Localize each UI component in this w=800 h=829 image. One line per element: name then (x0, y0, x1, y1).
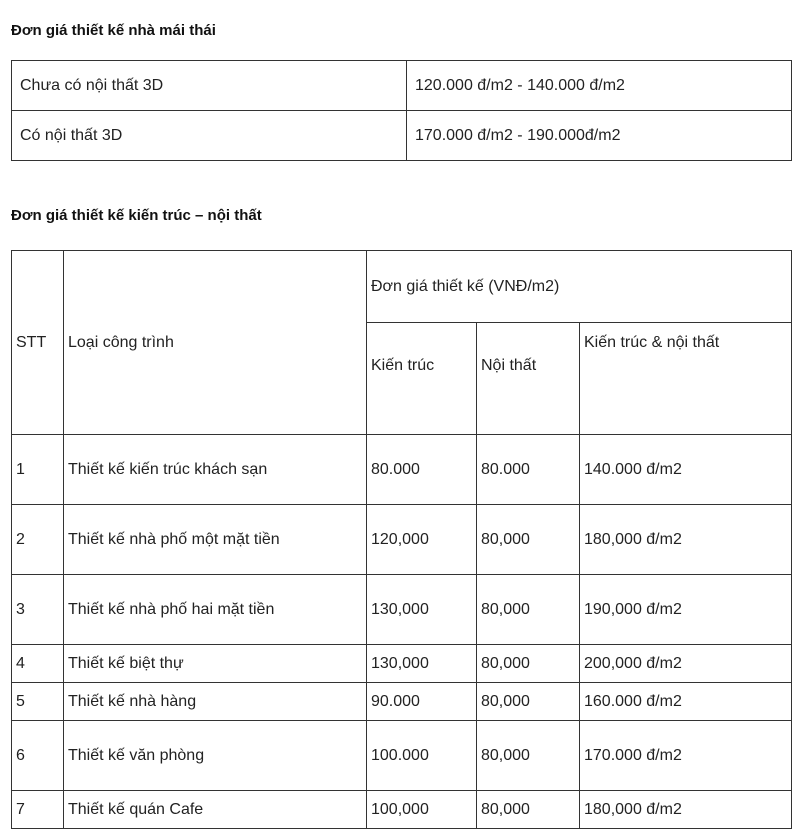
design-price-table (11, 250, 792, 829)
section-title-hip-roof-pricing: Đơn giá thiết kế nhà mái thái (11, 22, 216, 39)
hip-roof-price-table (11, 60, 792, 161)
table-row (12, 721, 792, 791)
row-interior-price: 80,000 (477, 505, 580, 575)
row-stt: 6 (12, 721, 64, 791)
row-architecture-price: 80.000 (367, 435, 477, 505)
row-combined-price: 160.000 đ/m2 (580, 683, 792, 721)
row-combined-price: 190,000 đ/m2 (580, 575, 792, 645)
table-row (12, 683, 792, 721)
header-stt: STT (12, 251, 64, 435)
table-row (12, 645, 792, 683)
header-architecture-and-interior: Kiến trúc & nội thất (580, 323, 792, 435)
table-row (12, 791, 792, 829)
row-stt: 1 (12, 435, 64, 505)
row-building-type: Thiết kế quán Cafe (64, 791, 367, 829)
section-title-architecture-interior-pricing: Đơn giá thiết kế kiến trúc – nội thất (11, 207, 262, 224)
row-architecture-price: 90.000 (367, 683, 477, 721)
table-row (12, 435, 792, 505)
row-combined-price: 170.000 đ/m2 (580, 721, 792, 791)
row-stt: 2 (12, 505, 64, 575)
row-architecture-price: 100,000 (367, 791, 477, 829)
row-combined-price: 180,000 đ/m2 (580, 505, 792, 575)
row-combined-price: 180,000 đ/m2 (580, 791, 792, 829)
table-row (12, 505, 792, 575)
row-building-type: Thiết kế nhà hàng (64, 683, 367, 721)
table-header-row (12, 251, 792, 323)
option-label: Có nội thất 3D (12, 111, 407, 161)
row-interior-price: 80,000 (477, 645, 580, 683)
header-building-type: Loại công trình (64, 251, 367, 435)
table-row (12, 61, 792, 111)
row-interior-price: 80,000 (477, 791, 580, 829)
row-stt: 5 (12, 683, 64, 721)
row-stt: 4 (12, 645, 64, 683)
row-stt: 7 (12, 791, 64, 829)
row-interior-price: 80,000 (477, 721, 580, 791)
header-interior: Nội thất (477, 323, 580, 435)
row-stt: 3 (12, 575, 64, 645)
row-building-type: Thiết kế biệt thự (64, 645, 367, 683)
row-architecture-price: 120,000 (367, 505, 477, 575)
row-interior-price: 80,000 (477, 683, 580, 721)
row-building-type: Thiết kế văn phòng (64, 721, 367, 791)
row-interior-price: 80.000 (477, 435, 580, 505)
row-architecture-price: 100.000 (367, 721, 477, 791)
table-row (12, 575, 792, 645)
row-interior-price: 80,000 (477, 575, 580, 645)
option-price: 120.000 đ/m2 - 140.000 đ/m2 (407, 61, 792, 111)
row-building-type: Thiết kế kiến trúc khách sạn (64, 435, 367, 505)
table-row (12, 111, 792, 161)
header-unit-price: Đơn giá thiết kế (VNĐ/m2) (367, 251, 792, 323)
option-label: Chưa có nội thất 3D (12, 61, 407, 111)
row-building-type: Thiết kế nhà phố một mặt tiền (64, 505, 367, 575)
row-architecture-price: 130,000 (367, 645, 477, 683)
row-combined-price: 200,000 đ/m2 (580, 645, 792, 683)
row-combined-price: 140.000 đ/m2 (580, 435, 792, 505)
row-building-type: Thiết kế nhà phố hai mặt tiền (64, 575, 367, 645)
row-architecture-price: 130,000 (367, 575, 477, 645)
header-architecture: Kiến trúc (367, 323, 477, 435)
option-price: 170.000 đ/m2 - 190.000đ/m2 (407, 111, 792, 161)
